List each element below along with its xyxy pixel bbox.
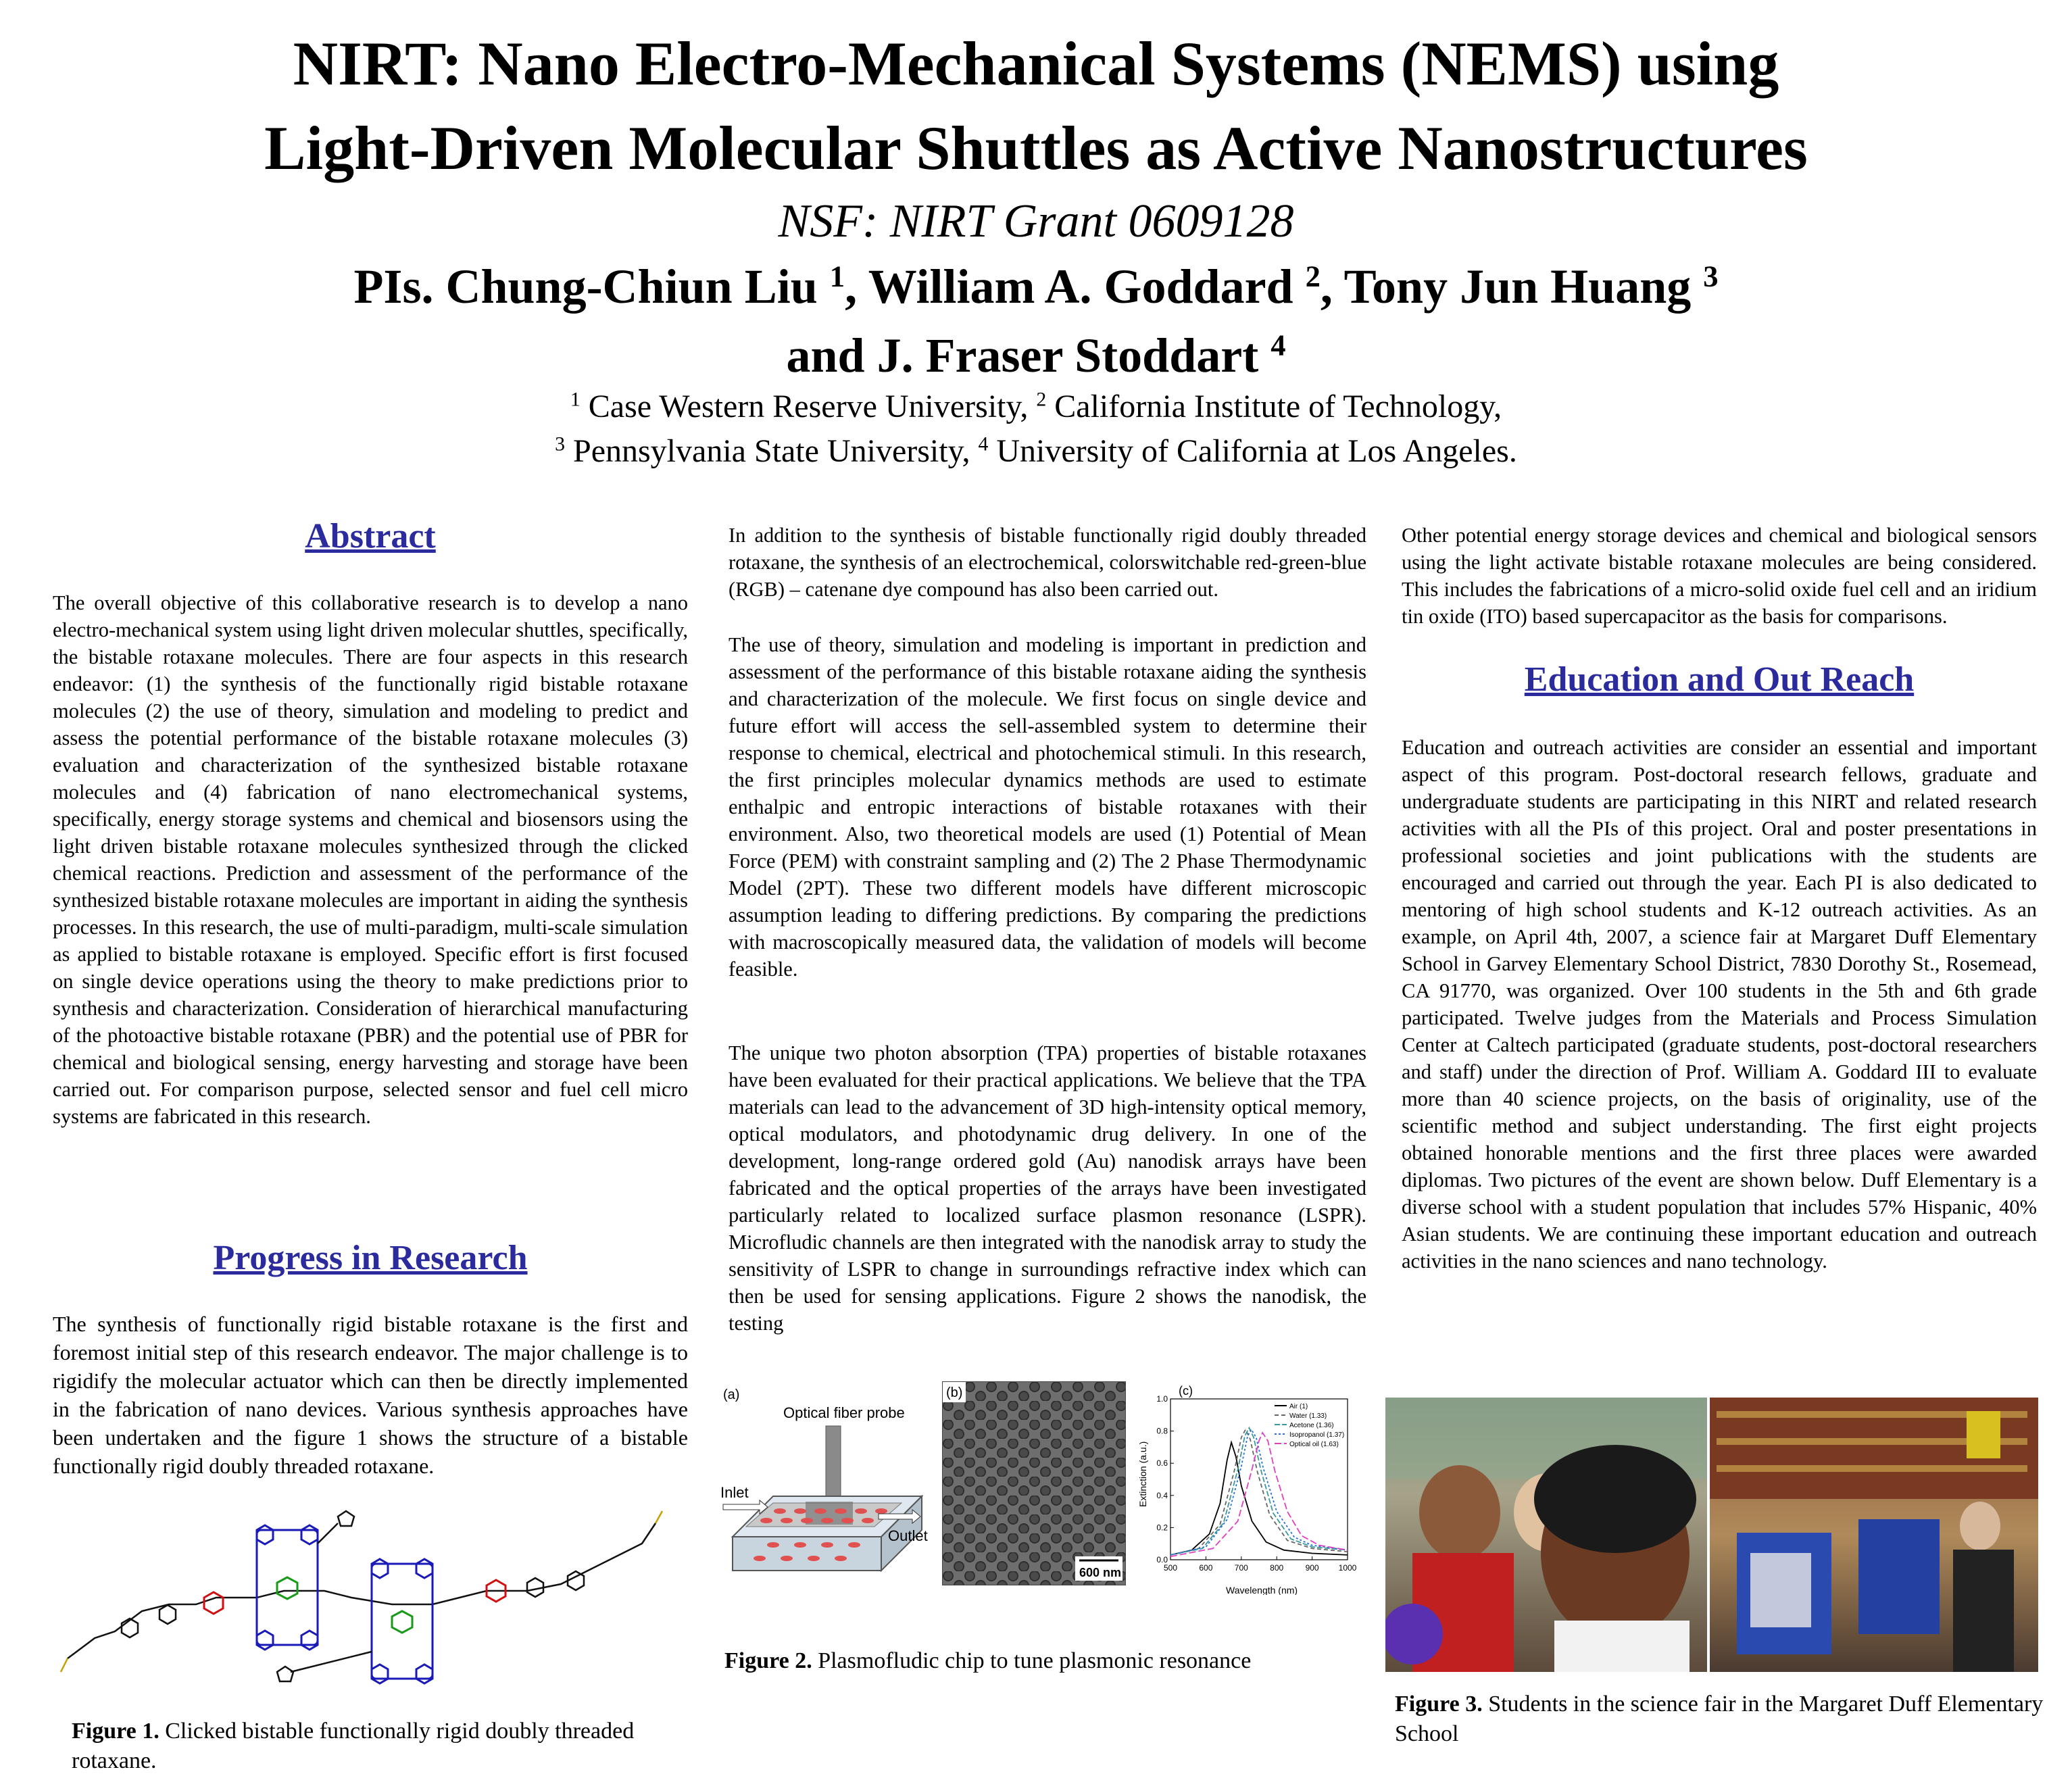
- figure-1-caption: [72, 1717, 680, 1776]
- abstract-heading: Abstract: [305, 517, 436, 556]
- pi-sup-3: 3: [1703, 259, 1719, 293]
- pi-name-2: , William A. Goddard: [845, 260, 1306, 314]
- y-tick-label: 0.6: [1156, 1458, 1168, 1469]
- library-decoration: [1967, 1411, 2000, 1458]
- pi-sup-1: 1: [829, 259, 845, 293]
- grant-number: NSF: NIRT Grant 0609128: [778, 195, 1294, 247]
- inlet-label: Inlet: [720, 1484, 749, 1501]
- figure-3-caption-text: Students in the science fair in the Margaret Duff Elementary School: [1395, 1692, 2044, 1746]
- judge-suit: [1953, 1550, 2014, 1672]
- triazole-bottom: [277, 1667, 293, 1681]
- figure-2-panel-a: [719, 1381, 935, 1591]
- student-white-shirt: [1554, 1621, 1689, 1672]
- pi-list-line-1: [0, 258, 2072, 315]
- pi-sup-4: 4: [1271, 328, 1286, 362]
- library-photo-art: [1710, 1398, 2038, 1672]
- linker-bottom: [291, 1652, 372, 1672]
- blue-ring-g: [372, 1664, 388, 1683]
- x-tick-label: 1000: [1338, 1563, 1357, 1573]
- judge-face: [1960, 1502, 2000, 1550]
- benzene-ring-2: [159, 1605, 176, 1624]
- student-face-1: [1419, 1465, 1500, 1560]
- poster-title-line-1: NIRT: Nano Electro-Mechanical Systems (NEMS) using: [293, 29, 1779, 98]
- panel-c-label: (c): [1179, 1384, 1193, 1398]
- thiol-end-left: [61, 1658, 68, 1672]
- figure-3-label: Figure 3.: [1395, 1692, 1483, 1717]
- legend-entry-4: Isopropanol (1.37): [1289, 1431, 1345, 1439]
- benzene-ring-1: [122, 1619, 138, 1637]
- green-ttf-2: [392, 1611, 412, 1633]
- sem-nanodisk-image: [943, 1382, 1125, 1585]
- extinction-spectra-chart: [1131, 1379, 1368, 1595]
- blue-ring-b: [301, 1525, 318, 1544]
- optical-fiber-probe: [826, 1426, 841, 1502]
- figure-1-label: Figure 1.: [72, 1719, 159, 1744]
- aff-psu: Pennsylvania State University,: [565, 433, 979, 469]
- pi-name-4: and J. Fraser Stoddart: [786, 328, 1271, 383]
- progress-heading: Progress in Research: [213, 1239, 528, 1277]
- legend-entry-3: Acetone (1.36): [1289, 1422, 1334, 1429]
- blue-macrocycle-2: [372, 1564, 433, 1679]
- panel-b-label: (b): [946, 1385, 963, 1400]
- middle-paragraph-2: The use of theory, simulation and modeling is important in prediction and assessment of the performance of this bistable rotaxane aiding the synthesis and characterization of the molecule. We first focus on single device and future effort will access the sell-assembled system to determine their response to chemical, electrical and photochemical stimuli. In this research, the first principles molecular dynamics methods are used to estimate enthalpic and entropic interactions of bistable rotaxanes with their environment. Also, two theoretical models are used (1) Potential of Mean Force (PEM) with constraint sampling and (2) The 2 Phase Thermodynamic Model (2PT). These two different models have different microscopic assumption leading to differing predictions. By comparing the predictions with macroscopically measured data, the validation of models will become feasible.: [729, 633, 1366, 981]
- aff-caltech: California Institute of Technology,: [1046, 389, 1502, 424]
- figure-2-panel-c-chart: [1131, 1379, 1368, 1595]
- blue-ring-c: [257, 1631, 273, 1650]
- students-photo-art: [1385, 1398, 1707, 1672]
- right-paragraph-1: Other potential energy storage devices and chemical and biological sensors using the light activate bistable rotaxane molecules are being considered. This includes the fabrications of a micro-solid oxide fuel cell and an iridium tin oxide (ITO) based supercapacitor as the basis for comparisons.: [1402, 524, 2037, 628]
- pi-name-3: , Tony Jun Huang: [1320, 260, 1704, 314]
- middle-paragraph-1: In addition to the synthesis of bistable functionally rigid doubly threaded rotaxane, the synthesis of an electrochemical, colorswitchable red-green-blue (RGB) – catenane dye compound has also been carried out.: [729, 524, 1366, 601]
- student-hair: [1534, 1445, 1696, 1553]
- aff-ucla: University of California at Los Angeles.: [988, 433, 1517, 469]
- figure-2-panel-b-sem: [942, 1381, 1126, 1585]
- x-tick-label: 800: [1270, 1563, 1284, 1573]
- affiliations-line-2: [0, 433, 2072, 470]
- pi-name-1: PIs. Chung-Chiun Liu: [353, 260, 830, 314]
- figure-1-caption-text: Clicked bistable functionally rigid doubly threaded rotaxane.: [72, 1719, 635, 1773]
- nanodisk-lattice: [943, 1382, 1125, 1585]
- affiliations-line-1: [0, 388, 2072, 426]
- chart-y-axis-label: Extinction (a.u.): [1137, 1441, 1148, 1507]
- aff-cwru: Case Western Reserve University,: [580, 389, 1037, 424]
- figure-2-label: Figure 2.: [724, 1648, 812, 1673]
- pi-list-line-2: [0, 327, 2072, 384]
- education-heading: Education and Out Reach: [1524, 660, 1915, 699]
- y-tick-label: 0.2: [1156, 1523, 1168, 1533]
- y-tick-label: 0.4: [1156, 1490, 1168, 1500]
- abstract-text: The overall objective of this collaborative research is to develop a nano electro-mechanical system using light driven molecular shuttles, specifically, the bistable rotaxane molecules. There are four aspects in this research endeavor: (1) the synthesis of the functionally rigid bistable rotaxane molecules (2) the use of theory, simulation and modeling to predict and assess the potential performance of the bistable rotaxane molecules (3) evaluation and characterization of the synthesized bistable rotaxane molecules and (4) fabrication of nano electromechanical systems, specifically, energy storage systems and chemical and biosensors using the light driven bistable rotaxane molecules synthesized through the clicked chemical reactions. Prediction and assessment of the performance of the synthesized bistable rotaxane molecules are important in aiding the synthesis processes. In this research, the use of multi-paradigm, multi-scale simulation as applied to bistable rotaxane is employed. Specific effort is first focused on single device operations using the theory to make predictions prior to synthesis and characterization. Consideration of hierarchical manufacturing of the photoactive bistable rotaxane (PBR) and the potential use of PBR for chemical and biological sensing, energy harvesting and storage have been carried out. For comparison purpose, selected sensor and fuel cell micro systems are fabricated in this research.: [53, 591, 688, 1128]
- blue-macrocycle-1: [257, 1530, 318, 1645]
- blue-ring-h: [416, 1664, 433, 1683]
- triazole-top: [338, 1511, 354, 1526]
- science-fair-photo-library: [1710, 1398, 2038, 1672]
- benzene-ring-3: [568, 1571, 584, 1590]
- green-ttf-1: [277, 1577, 297, 1599]
- chart-x-axis-label: Wavelength (nm): [1226, 1585, 1298, 1595]
- middle-paragraph-3: The unique two photon absorption (TPA) properties of bistable rotaxanes have been evaluated for their practical applications. We believe that the TPA materials can lead to the advancement of 3D high-intensity optical memory, optical modulators, and photodynamic drug delivery. In one of the development, long-range ordered gold (Au) nanodisk arrays have been fabricated and the optical properties of the arrays have been investigated particularly related to localized surface plasmon resonance (LSPR). Microfludic channels are then integrated with the nanodisk array to study the sensitivity of LSPR to change in surroundings refractive index which can then be used for sensing applications. Figure 2 shows the nanodisk, the testing: [729, 1041, 1366, 1335]
- figure-3-caption: [1395, 1689, 2044, 1749]
- panel-a-label: (a): [723, 1387, 740, 1402]
- rotaxane-diagram: [54, 1503, 676, 1692]
- pi-sup-2: 2: [1305, 259, 1321, 293]
- thread-chain: [68, 1523, 656, 1658]
- outlet-label: Outlet: [888, 1527, 928, 1544]
- blue-ring-a: [257, 1525, 273, 1544]
- optical-fiber-probe-label: Optical fiber probe: [783, 1404, 905, 1421]
- blue-ring-e: [372, 1559, 388, 1578]
- y-tick-label: 0.0: [1156, 1555, 1168, 1564]
- aff-sup-1: 1: [570, 388, 581, 411]
- project-board-2: [1858, 1519, 1940, 1634]
- aff-sup-4: 4: [978, 433, 989, 455]
- x-tick-label: 600: [1199, 1563, 1213, 1573]
- inlet-arrow-icon: [723, 1500, 768, 1514]
- red-stopper-left: [204, 1592, 223, 1614]
- y-tick-label: 1.0: [1156, 1394, 1168, 1404]
- x-tick-label: 700: [1234, 1563, 1248, 1573]
- science-fair-photo-students: [1385, 1398, 1707, 1672]
- blue-ring-f: [416, 1559, 433, 1578]
- legend-entry-5: Optical oil (1.63): [1289, 1441, 1339, 1448]
- y-tick-label: 0.8: [1156, 1426, 1168, 1436]
- figure-2-caption: [724, 1646, 1366, 1676]
- figure-2-caption-text: Plasmofludic chip to tune plasmonic resonance: [812, 1648, 1252, 1673]
- microfluidic-chip-diagram: [719, 1381, 935, 1591]
- legend-entry-2: Water (1.33): [1289, 1412, 1327, 1420]
- chip-front-face: [733, 1537, 881, 1571]
- aff-sup-2: 2: [1036, 388, 1047, 411]
- education-text: Education and outreach activities are consider an essential and important aspect of this program. Post-doctoral research fellows, graduate and undergraduate students are participating in this NIRT and related research activities with all the PIs of this project. Oral and poster presentations in professional societies and joint publications with the students are encouraged and carried out through the year. Each PI is also dedicated to mentoring of high school students and K-12 outreach activities. As an example, on April 4th, 2007, a science fair at Margaret Duff Elementary School in Garvey Elementary School District, 7830 Dorothy St., Rosemead, CA 91770, was organized. Over 100 students in the 5th and 6th grade participated. Twelve judges from the Materials and Process Simulation Center at Caltech participated (graduate students, post-doctoral researchers and staff) under the direction of Prof. William A. Goddard III to evaluate more than 40 science projects, on the basis of originality, use of the scientific method and subject understanding. The first eight projects obtained honorable mentions and the first three places were awarded diplomas. Two pictures of the event are shown below. Duff Elementary is a diverse school with a student population that includes 57% Hispanic, 40% Asian students. We are continuing these important education and outreach activities in the nano sciences and nano technology.: [1402, 736, 2037, 1273]
- progress-text: The synthesis of functionally rigid bistable rotaxane is the first and foremost initial step of this research endeavor. The major challenge is to rigidify the molecular actuator which can then be directly implemented in the fabrication of nano devices. Various synthesis approaches have been undertaken and the figure 1 shows the structure of a bistable functionally rigid doubly threaded rotaxane.: [53, 1312, 688, 1478]
- x-tick-label: 500: [1163, 1563, 1178, 1573]
- poster-title-line-2: Light-Driven Molecular Shuttles as Active Nanostructures: [264, 114, 1808, 182]
- x-tick-label: 900: [1305, 1563, 1319, 1573]
- thiol-end-right: [656, 1511, 662, 1523]
- aff-sup-3: 3: [555, 433, 565, 455]
- scale-bar-label: 600 nm: [1079, 1566, 1122, 1579]
- linker-top: [318, 1523, 338, 1544]
- figure-1-rotaxane-structure: [54, 1503, 676, 1692]
- blue-ring-d: [301, 1631, 318, 1650]
- legend-entry-1: Air (1): [1289, 1403, 1308, 1410]
